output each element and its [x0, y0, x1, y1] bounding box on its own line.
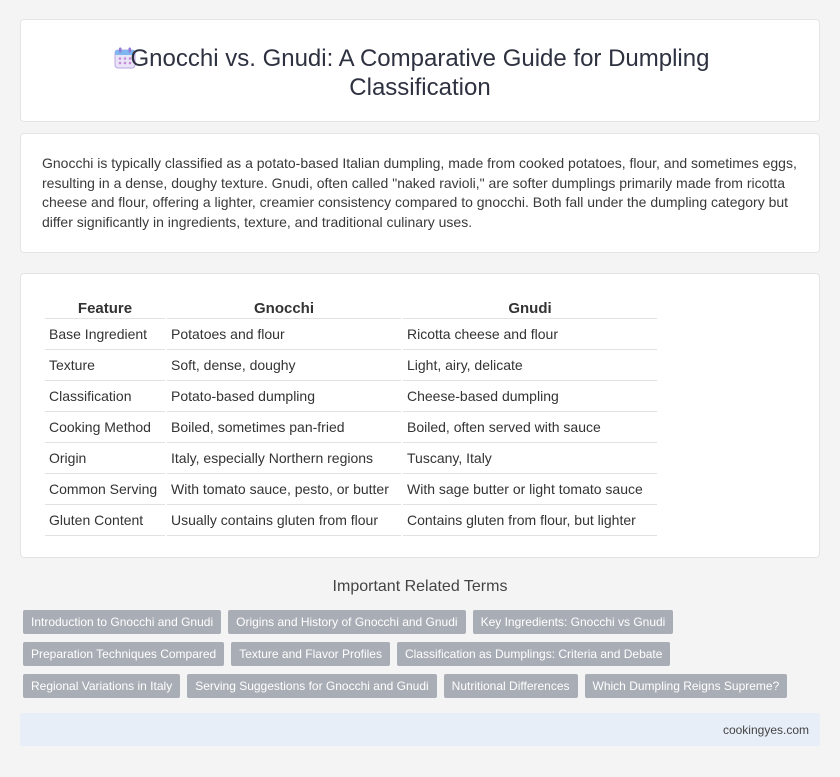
- cell-feature: Base Ingredient: [45, 319, 165, 350]
- cell-feature: Classification: [45, 381, 165, 412]
- table-row: [45, 443, 657, 474]
- related-term-tag[interactable]: Preparation Techniques Compared: [23, 642, 224, 666]
- intro-card: [20, 133, 820, 253]
- tag-row: [23, 610, 803, 634]
- header-card: [20, 19, 820, 122]
- related-term-tag[interactable]: Regional Variations in Italy: [23, 674, 180, 698]
- cell-feature: Texture: [45, 350, 165, 381]
- table-row: [45, 381, 657, 412]
- cell-gnudi: Contains gluten from flour, but lighter: [403, 505, 657, 536]
- header-feature: Feature: [45, 297, 165, 319]
- cell-gnudi: Ricotta cheese and flour: [403, 319, 657, 350]
- cell-gnudi: Cheese-based dumpling: [403, 381, 657, 412]
- cell-feature: Common Serving: [45, 474, 165, 505]
- page-title-text: Gnocchi vs. Gnudi: A Comparative Guide for Dumpling Classification: [130, 45, 710, 101]
- cell-gnocchi: Usually contains gluten from flour: [167, 505, 401, 536]
- table-header-row: [45, 297, 657, 319]
- page-title: [21, 44, 819, 102]
- cell-gnocchi: Soft, dense, doughy: [167, 350, 401, 381]
- footer-bar: [20, 713, 820, 746]
- table-row: [45, 350, 657, 381]
- cell-gnudi: Light, airy, delicate: [403, 350, 657, 381]
- table-row: [45, 412, 657, 443]
- related-term-tag[interactable]: Introduction to Gnocchi and Gnudi: [23, 610, 221, 634]
- related-term-tag[interactable]: Origins and History of Gnocchi and Gnudi: [228, 610, 465, 634]
- cell-gnocchi: With tomato sauce, pesto, or butter: [167, 474, 401, 505]
- tag-row: [23, 674, 803, 698]
- related-term-tag[interactable]: Which Dumpling Reigns Supreme?: [585, 674, 788, 698]
- cell-gnocchi: Potato-based dumpling: [167, 381, 401, 412]
- intro-paragraph: Gnocchi is typically classified as a potato-based Italian dumpling, made from cooked potatoes, flour, and sometimes eggs, resulting in a dense, doughy texture. Gnudi, often called "naked ravioli," are softer dumplings primarily made from ricotta cheese and flour, offering a lighter, creamier consistency compared to gnocchi. Both fall under the dumpling category but differ significantly in ingredients, texture, and traditional culinary uses.: [42, 155, 797, 230]
- cell-feature: Gluten Content: [45, 505, 165, 536]
- cell-gnudi: Tuscany, Italy: [403, 443, 657, 474]
- cell-gnudi: Boiled, often served with sauce: [403, 412, 657, 443]
- related-term-tag[interactable]: Key Ingredients: Gnocchi vs Gnudi: [473, 610, 674, 634]
- table-row: [45, 505, 657, 536]
- related-term-tag[interactable]: Classification as Dumplings: Criteria and Debate: [397, 642, 670, 666]
- cell-gnocchi: Italy, especially Northern regions: [167, 443, 401, 474]
- related-term-tag[interactable]: Texture and Flavor Profiles: [231, 642, 390, 666]
- cell-gnocchi: Boiled, sometimes pan-fried: [167, 412, 401, 443]
- related-terms-list: [23, 610, 803, 706]
- related-terms-title: Important Related Terms: [332, 578, 508, 595]
- table-row: [45, 474, 657, 505]
- cell-gnudi: With sage butter or light tomato sauce: [403, 474, 657, 505]
- comparison-card: [20, 273, 820, 558]
- related-term-tag[interactable]: Nutritional Differences: [444, 674, 578, 698]
- comparison-table: [43, 297, 659, 536]
- tag-row: [23, 642, 803, 666]
- footer-site-link[interactable]: cookingyes.com: [722, 723, 809, 737]
- header-gnudi: Gnudi: [403, 297, 657, 319]
- related-term-tag[interactable]: Serving Suggestions for Gnocchi and Gnudi: [187, 674, 436, 698]
- header-gnocchi: Gnocchi: [167, 297, 401, 319]
- cell-feature: Origin: [45, 443, 165, 474]
- cell-feature: Cooking Method: [45, 412, 165, 443]
- cell-gnocchi: Potatoes and flour: [167, 319, 401, 350]
- table-row: [45, 319, 657, 350]
